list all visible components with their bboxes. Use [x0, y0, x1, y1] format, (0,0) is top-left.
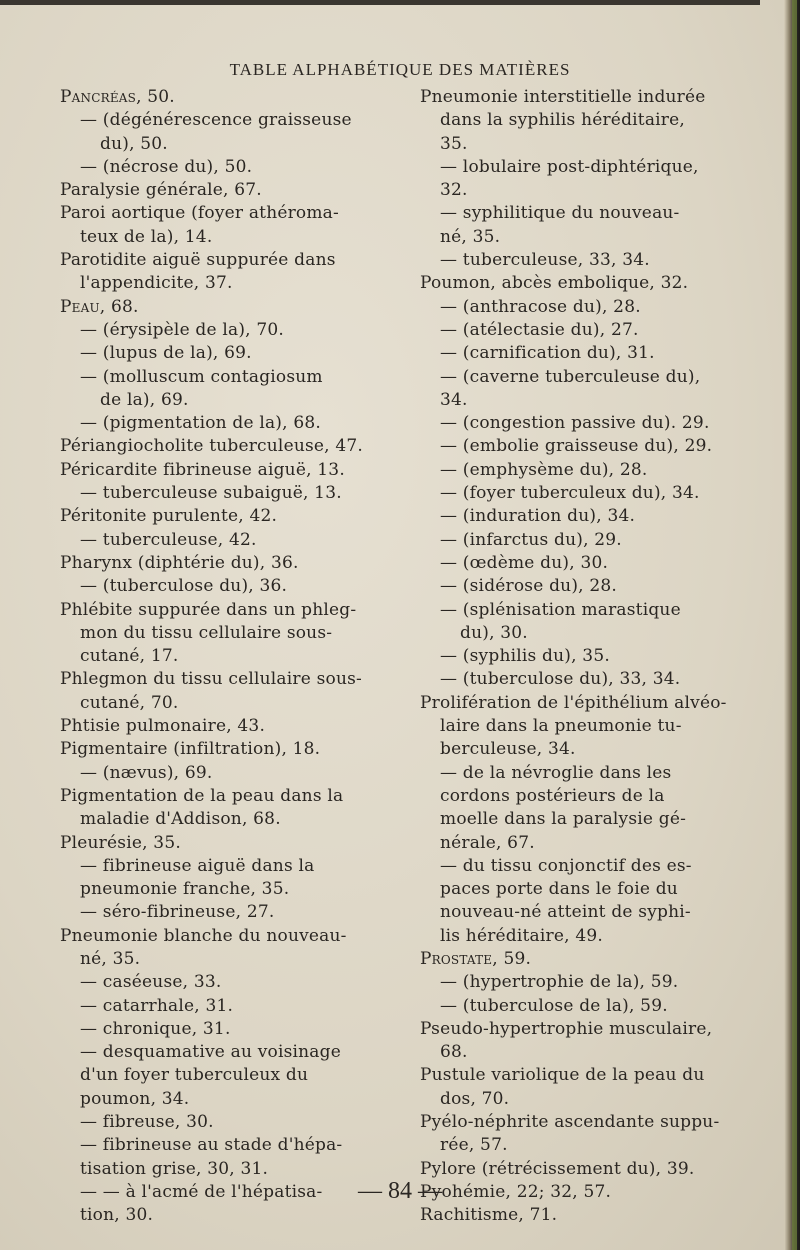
- index-line: — (tuberculose de la), 59.: [440, 995, 668, 1016]
- index-line: moelle dans la paralysie gé-: [440, 809, 687, 830]
- page-number: — 84 —: [358, 1178, 442, 1204]
- index-line: de la), 69.: [100, 389, 189, 410]
- index-line: dos, 70.: [440, 1088, 510, 1109]
- index-line: Pyélo-néphrite ascendante suppu-: [420, 1112, 720, 1133]
- index-line: — desquamative au voisinage: [80, 1042, 341, 1063]
- index-line: Paralysie générale, 67.: [60, 180, 262, 201]
- index-line: Péricardite fibrineuse aiguë, 13.: [60, 459, 345, 480]
- index-line: — (tuberculose du), 36.: [80, 576, 288, 597]
- index-line: — (dégénérescence graisseuse: [80, 110, 352, 131]
- index-line: Pleurésie, 35.: [60, 832, 181, 853]
- index-line: — (congestion passive du). 29.: [440, 413, 710, 434]
- index-line: — tuberculeuse, 42.: [80, 529, 257, 550]
- index-line: — lobulaire post-diphtérique,: [440, 156, 699, 177]
- index-line: — — à l'acmé de l'hépatisa-: [80, 1181, 323, 1202]
- index-line: — (atélectasie du), 27.: [440, 319, 639, 340]
- index-line: — séro-fibrineuse, 27.: [80, 902, 275, 923]
- index-line: cordons postérieurs de la: [440, 785, 665, 806]
- index-line: Prostate, 59.: [420, 948, 532, 969]
- index-line: — fibrineuse aiguë dans la: [80, 855, 315, 876]
- index-line: Phlegmon du tissu cellulaire sous-: [60, 669, 362, 690]
- page-top-edge: [0, 0, 760, 5]
- index-line: Phtisie pulmonaire, 43.: [60, 716, 266, 737]
- index-line: cutané, 17.: [80, 646, 179, 667]
- index-line: cutané, 70.: [80, 692, 179, 713]
- index-line: — du tissu conjonctif des es-: [440, 855, 692, 876]
- index-line: — (splénisation marastique: [440, 599, 681, 620]
- index-line: Pigmentation de la peau dans la: [60, 785, 344, 806]
- index-line: Pneumonie interstitielle indurée: [420, 87, 706, 107]
- index-line: Péritonite purulente, 42.: [60, 506, 278, 527]
- index-line: — (hypertrophie de la), 59.: [440, 972, 679, 993]
- index-line: rée, 57.: [440, 1135, 508, 1156]
- right-index-column: [420, 86, 760, 1228]
- index-line: — (sidérose du), 28.: [440, 576, 617, 597]
- index-line: Poumon, abcès embolique, 32.: [420, 273, 689, 294]
- index-line: berculeuse, 34.: [440, 739, 576, 760]
- index-line: nouveau-né atteint de syphi-: [440, 902, 691, 923]
- index-line: — (anthracose du), 28.: [440, 296, 641, 317]
- index-line: né, 35.: [80, 948, 141, 969]
- index-line: Pyohémie, 22; 32, 57.: [420, 1181, 612, 1202]
- index-line: Pneumonie blanche du nouveau-: [60, 925, 347, 946]
- index-line: — caséeuse, 33.: [80, 972, 222, 993]
- index-line: Prolifération de l'épithélium alvéo-: [420, 692, 727, 713]
- index-line: — (érysipèle de la), 70.: [80, 319, 285, 340]
- index-line: — (carnification du), 31.: [440, 343, 655, 364]
- index-line: — (nécrose du), 50.: [80, 156, 253, 177]
- index-line: Paroi aortique (foyer athéroma-: [60, 203, 339, 224]
- index-line: poumon, 34.: [80, 1088, 190, 1109]
- index-line: — (embolie graisseuse du), 29.: [440, 436, 713, 457]
- index-line: Pustule variolique de la peau du: [420, 1065, 705, 1086]
- index-line: — (syphilis du), 35.: [440, 646, 610, 667]
- index-line: — (œdème du), 30.: [440, 552, 609, 573]
- index-line: Rachitisme, 71.: [420, 1205, 558, 1226]
- index-line: du), 50.: [100, 133, 168, 154]
- index-line: — (lupus de la), 69.: [80, 343, 252, 364]
- index-line: tisation grise, 30, 31.: [80, 1158, 269, 1179]
- index-line: — (pigmentation de la), 68.: [80, 413, 321, 434]
- index-line: 32.: [440, 180, 468, 201]
- index-line: — syphilitique du nouveau-: [440, 203, 680, 224]
- index-line: du), 30.: [460, 622, 528, 643]
- index-line: dans la syphilis héréditaire,: [440, 110, 685, 131]
- index-line: teux de la), 14.: [80, 226, 213, 247]
- index-line: né, 35.: [440, 226, 501, 247]
- index-line: — catarrhale, 31.: [80, 995, 234, 1016]
- index-line: — (foyer tuberculeux du), 34.: [440, 483, 700, 504]
- index-line: Pylore (rétrécissement du), 39.: [420, 1158, 695, 1179]
- index-line: lis héréditaire, 49.: [440, 925, 603, 946]
- index-line: Pharynx (diphtérie du), 36.: [60, 552, 299, 573]
- index-line: — (caverne tuberculeuse du),: [440, 366, 701, 387]
- index-line: Parotidite aiguë suppurée dans: [60, 250, 336, 271]
- index-line: — de la névroglie dans les: [440, 762, 672, 783]
- index-line: — chronique, 31.: [80, 1018, 231, 1039]
- index-line: — (induration du), 34.: [440, 506, 636, 527]
- index-line: Pseudo-hypertrophie musculaire,: [420, 1018, 713, 1039]
- index-line: Peau, 68.: [60, 296, 139, 317]
- left-index-column: [60, 86, 400, 1228]
- index-line: 35.: [440, 133, 468, 154]
- index-line: — (tuberculose du), 33, 34.: [440, 669, 681, 690]
- index-line: — (infarctus du), 29.: [440, 529, 622, 550]
- index-line: — (emphysème du), 28.: [440, 459, 648, 480]
- index-line: paces porte dans le foie du: [440, 879, 678, 900]
- index-line: — (nævus), 69.: [80, 762, 213, 783]
- binding-stripe: [792, 0, 797, 1250]
- index-line: — fibrineuse au stade d'hépa-: [80, 1135, 343, 1156]
- index-line: Pigmentaire (infiltration), 18.: [60, 739, 321, 760]
- index-line: d'un foyer tuberculeux du: [80, 1065, 309, 1086]
- index-line: 68.: [440, 1042, 468, 1063]
- index-line: nérale, 67.: [440, 832, 535, 853]
- index-line: Pancréas, 50.: [60, 87, 175, 107]
- index-line: maladie d'Addison, 68.: [80, 809, 281, 830]
- running-header: TABLE ALPHABÉTIQUE DES MATIÈRES: [229, 60, 571, 79]
- index-line: pneumonie franche, 35.: [80, 879, 290, 900]
- index-line: — fibreuse, 30.: [80, 1112, 214, 1133]
- index-line: Périangiocholite tuberculeuse, 47.: [60, 436, 364, 457]
- index-line: mon du tissu cellulaire sous-: [80, 622, 333, 643]
- index-line: — (molluscum contagiosum: [80, 366, 323, 387]
- index-line: tion, 30.: [80, 1205, 154, 1226]
- index-line: — tuberculeuse subaiguë, 13.: [80, 483, 342, 504]
- index-line: Phlébite suppurée dans un phleg-: [60, 599, 357, 620]
- index-line: — tuberculeuse, 33, 34.: [440, 250, 650, 271]
- index-line: l'appendicite, 37.: [80, 273, 233, 294]
- index-line: laire dans la pneumonie tu-: [440, 716, 682, 737]
- index-line: 34.: [440, 389, 468, 410]
